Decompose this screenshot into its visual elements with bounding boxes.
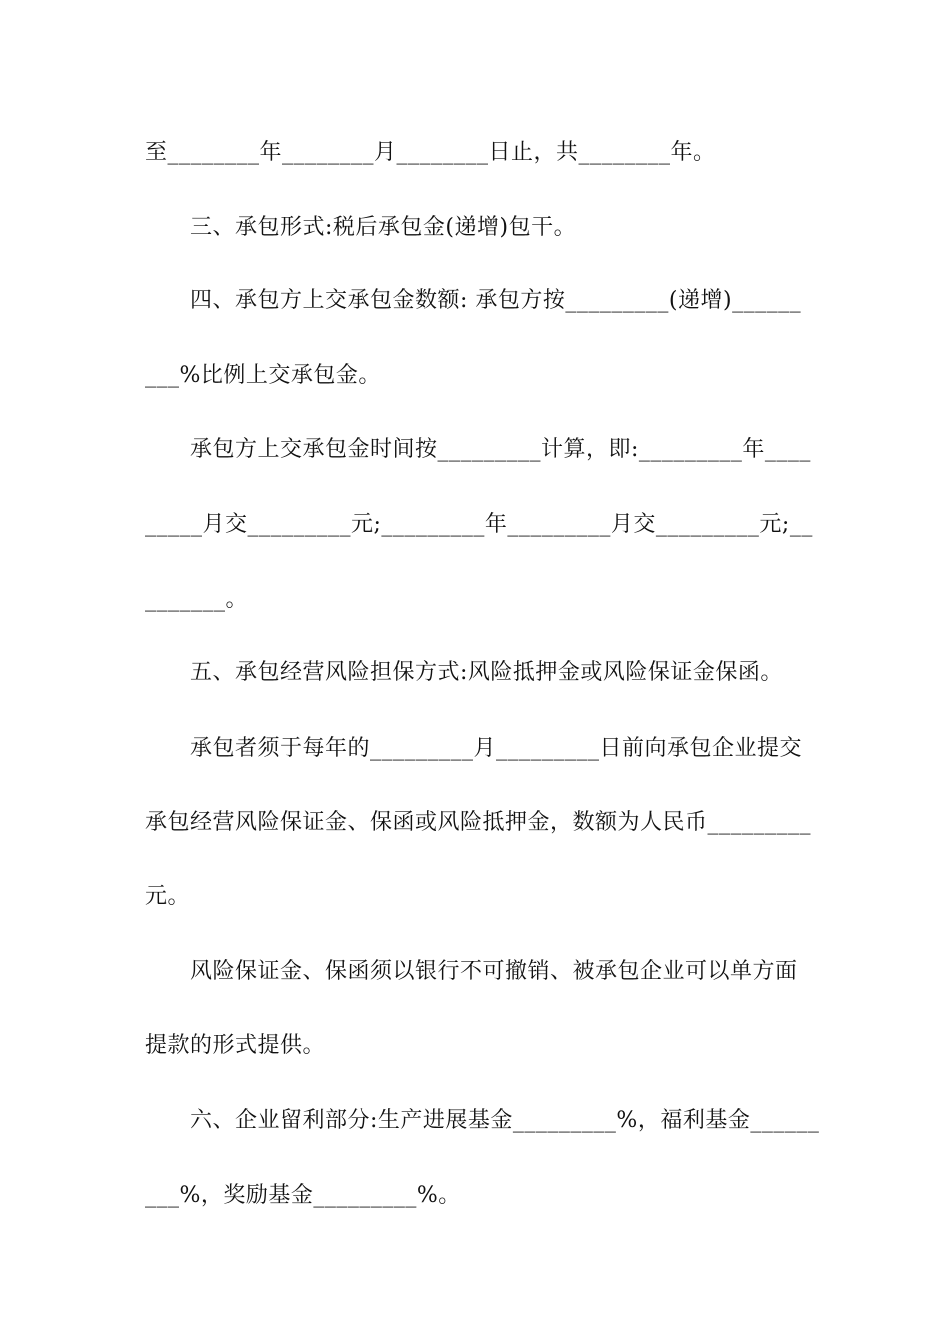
text-line-payment-time: 承包方上交承包金时间按_________计算，即:_________年____ [190, 437, 811, 462]
text-line-duration: 至________年________月________日止，共________年。 [145, 140, 716, 165]
text-line-payment-end: _______。 [145, 587, 249, 612]
text-line-amount: 四、承包方上交承包金数额: 承包方按_________(递增)______ [190, 288, 802, 313]
text-line-bonus-fund: ___%，奖励基金_________%。 [145, 1183, 461, 1208]
text-line-deposit: 承包经营风险保证金、保函或风险抵押金，数额为人民币_________ [145, 810, 812, 835]
text-line-contract-form: 三、承包形式:税后承包金(递增)包干。 [190, 215, 577, 240]
text-line-amount-cont: ___%比例上交承包金。 [145, 363, 381, 388]
text-line-retained-profit: 六、企业留利部分:生产进展基金_________%，福利基金______ [190, 1108, 820, 1133]
text-line-guarantee: 五、承包经营风险担保方式:风险抵押金或风险保证金保函。 [190, 660, 783, 685]
text-line-deadline: 承包者须于每年的_________月_________日前向承包企业提交 [190, 736, 803, 761]
text-line-bank-guarantee: 风险保证金、保函须以银行不可撤销、被承包企业可以单方面 [190, 959, 798, 984]
text-line-yuan: 元。 [145, 884, 191, 909]
text-line-withdrawal: 提款的形式提供。 [145, 1033, 326, 1058]
text-line-payment-schedule: _____月交_________元;_________年_________月交_________元;__ [145, 512, 813, 537]
